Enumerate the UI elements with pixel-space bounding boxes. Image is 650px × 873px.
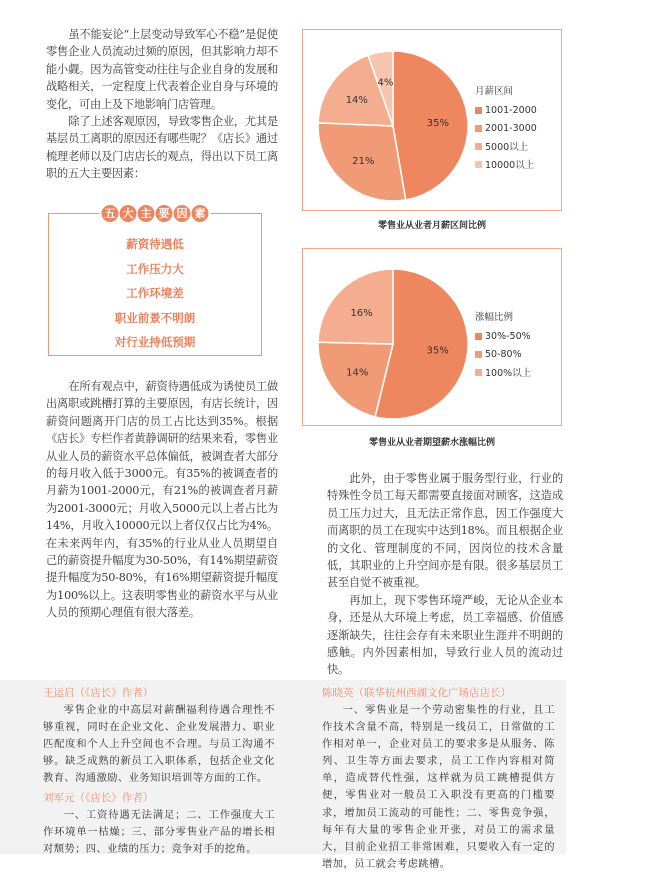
salary-range-legend bbox=[475, 83, 537, 173]
legend-item bbox=[475, 137, 537, 155]
pie-slice-label: 4% bbox=[377, 77, 394, 89]
pie-slice-100%以上 bbox=[318, 269, 393, 344]
title-char: 素 bbox=[192, 205, 209, 222]
legend-label: 10000以上 bbox=[485, 160, 535, 171]
legend-item bbox=[475, 101, 537, 119]
expected-raise-chart bbox=[302, 248, 562, 426]
quote-text: 一、零售业是一个劳动密集性的行业，且工作技术含量不高，特别是一线员工，日常做的工作相对单一，企业对员工的要求多是从服务、陈列、卫生等方面去要求，员工工作内容相对简单，造成替代性强，这样就为员工跳槽提供方便，零售业对一般员工入职没有更高的门槛要求，增加员工流动的可能性；二、零售竞争强，每年有大量的零售企业开张，对员工的需求量大，目前企业招工非常困难，只要收入有一定的增加，员工就会考虑跳槽。 bbox=[322, 704, 555, 870]
paragraph: 除了上述客观原因，导致零售企业，尤其是基层员工离职的原因还有哪些呢？《店长》通过梳理老师以及门店店长的观点，得出以下员工离职的五大主要因素： bbox=[46, 115, 278, 181]
quote-author: 王运启（《店长》作者） bbox=[43, 687, 154, 699]
legend-swatch bbox=[475, 161, 482, 168]
legend-title: 月薪区间 bbox=[475, 86, 514, 97]
legend-label: 100%以上 bbox=[485, 368, 532, 379]
legend-item bbox=[475, 119, 537, 137]
pie-slice-label: 35% bbox=[426, 345, 449, 357]
title-char: 大 bbox=[120, 205, 137, 222]
legend-swatch bbox=[475, 333, 482, 340]
factor-item: 职业前景不明朗 bbox=[114, 310, 196, 325]
legend-item bbox=[475, 155, 537, 173]
factor-item: 薪资待遇低 bbox=[126, 237, 184, 251]
expert-quote bbox=[322, 685, 555, 873]
five-factors-box bbox=[48, 207, 262, 356]
legend-item bbox=[475, 345, 531, 363]
paragraph: 再加上，现下零售环境严峻，无论从企业本身，还是从大环境上考虑，员工幸福感、价值感逐渐缺失，往往会存有未来职业生涯并不明朗的感触。内外因素相加，导致行业人员的流动过快。 bbox=[327, 593, 563, 677]
expert-quote bbox=[43, 685, 275, 787]
legend-item bbox=[475, 363, 531, 381]
legend-swatch bbox=[475, 143, 482, 150]
factor-list bbox=[49, 232, 261, 355]
legend-label: 1001-2000 bbox=[485, 104, 537, 116]
legend-swatch bbox=[475, 125, 482, 132]
pie-slice-label: 16% bbox=[350, 307, 373, 319]
quote-author: 刘军元（《店长》作者） bbox=[43, 792, 154, 804]
legend-swatch bbox=[475, 369, 482, 376]
legend-swatch bbox=[475, 351, 482, 358]
quote-text: 零售企业的中高层对薪酬福利待遇合理性不够重视，同时在企业文化、企业发展潜力、职业匹配度和个人上升空间也不合理。与员工沟通不够。缺乏成熟的新员工入职体系，包括企业文化教育、沟通激励、业务知识培训等方面的工作。 bbox=[43, 704, 275, 785]
factor-item: 对行业持低预期 bbox=[114, 335, 196, 349]
five-factors-title bbox=[100, 205, 211, 222]
pie-slice-label: 35% bbox=[426, 118, 449, 130]
legend-label: 2001-3000 bbox=[485, 122, 537, 134]
quote-author: 陈晓英（联华杭州西湖文化广场店店长） bbox=[322, 687, 511, 699]
paragraph: 虽不能妄论“上层变动导致军心不稳”是促使零售企业人员流动过频的原因，但其影响力却不能小觑。因为高管变动往往与企业自身的发展和战略相关，一定程度上代表着企业自身与环境的变化，可由上及下地影响门店管理。 bbox=[46, 28, 278, 111]
pie-slice-label: 21% bbox=[352, 155, 375, 167]
salary-range-chart bbox=[302, 29, 562, 211]
chart-caption: 零售业从业者期望薪水涨幅比例 bbox=[368, 438, 495, 448]
article-intro-text bbox=[46, 26, 278, 183]
paragraph: 在所有观点中，薪资待遇低成为诱使员工做出离职或跳槽打算的主要原因，有店长统计，因薪资问题离开门店的员工占比达到35%。根据《店长》专栏作者黄静调研的结果来看，零售业从业人员的薪资水平总体偏低，被调查者大部分的每月收入低于3000元。有35%的被调查者的月薪为1001-2000元，有21%的被调查者月薪为2001-3000元；月收入5000元以上者占比为14%，月收入10000元以上者仅仅占比为4%。在未来两年内，有35%的行业从业人员期望自己的薪资提升幅度为30-50%，有14%期望薪资提升幅度为50-80%，有16%期望薪资提升幅度为100%以上。这表明零售业的薪资水平与从业人员的预期心理值有很大落差。 bbox=[46, 380, 278, 620]
legend-label: 50-80% bbox=[485, 348, 522, 360]
paragraph: 此外，由于零售业属于服务型行业，行业的特殊性令员工每天都需要直接面对顾客，这造成员工压力过大，且无法正常作息，因工作强度大而离职的员工在现实中达到18%。而且根据企业的文化、管理制度的不同，因岗位的技术含量低，其职业的上升空间亦是有限。很多基层员工甚至自觉不被重视。 bbox=[327, 472, 563, 590]
legend-item bbox=[475, 327, 531, 345]
expected-raise-legend bbox=[475, 309, 531, 381]
chart-caption: 零售业从业者月薪区间比例 bbox=[377, 221, 486, 231]
title-char: 五 bbox=[102, 205, 119, 222]
factor-item: 工作压力大 bbox=[126, 261, 184, 276]
title-char: 要 bbox=[156, 205, 173, 222]
pie-slice-label: 14% bbox=[345, 95, 368, 107]
legend-title: 涨幅比例 bbox=[475, 312, 514, 323]
factor-item: 工作环境差 bbox=[126, 286, 184, 300]
quote-text: 一、工资待遇无法满足；二、工作强度大工作环境单一枯燥；三、部分零售业产品的增长相对颓势；四、业绩的压力；竞争对手的挖角。 bbox=[43, 809, 275, 856]
legend-label: 30%-50% bbox=[485, 330, 531, 342]
article-pressure-text bbox=[327, 470, 563, 679]
title-char: 主 bbox=[138, 205, 155, 222]
legend-swatch bbox=[475, 107, 482, 114]
expert-quote bbox=[43, 790, 275, 858]
title-char: 因 bbox=[174, 205, 191, 222]
pie-slice-label: 14% bbox=[346, 367, 369, 379]
article-salary-text bbox=[46, 378, 278, 622]
legend-label: 5000以上 bbox=[485, 142, 529, 153]
